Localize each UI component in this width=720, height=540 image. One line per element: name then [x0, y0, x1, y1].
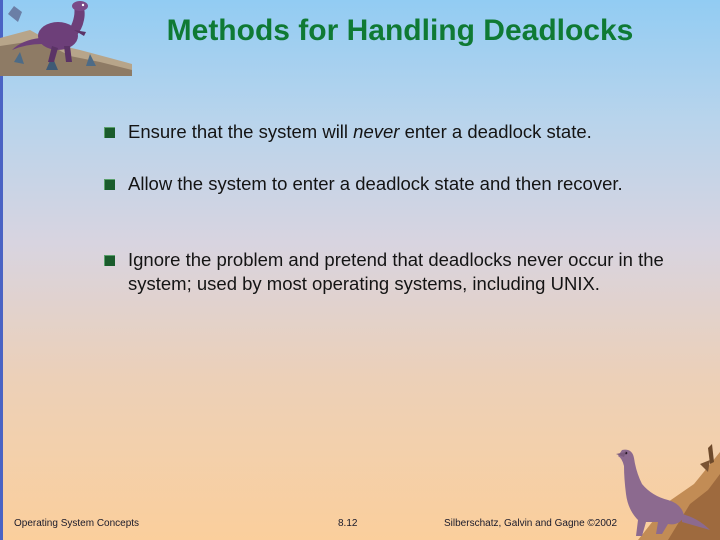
bullet-item: [98, 248, 668, 296]
footer-copyright: Silberschatz, Galvin and Gagne ©2002: [444, 518, 618, 529]
square-bullet-icon: [104, 255, 115, 266]
square-bullet-icon: [104, 127, 115, 138]
left-border-rule: [0, 0, 3, 540]
footer-course-title: Operating System Concepts: [14, 518, 140, 529]
bullet-item: [98, 172, 668, 196]
footer-page-number: 8.12: [338, 518, 358, 529]
bullet-emphasis: never: [353, 121, 400, 142]
bullet-text: Ensure that the system will: [128, 121, 354, 142]
bullet-text: Ignore the problem and pretend that deadlocks never occur in the system; used by most operating systems, including UNIX.: [128, 249, 664, 294]
bullet-item: [98, 120, 668, 144]
dinosaur-bottom-right-icon: [598, 444, 720, 540]
dinosaur-top-left-icon: [0, 0, 132, 76]
bullet-text: Allow the system to enter a deadlock state and then recover.: [128, 173, 623, 194]
slide-title: Methods for Handling Deadlocks: [166, 14, 634, 47]
bullet-text: enter a deadlock state.: [399, 121, 592, 142]
square-bullet-icon: [104, 179, 115, 190]
